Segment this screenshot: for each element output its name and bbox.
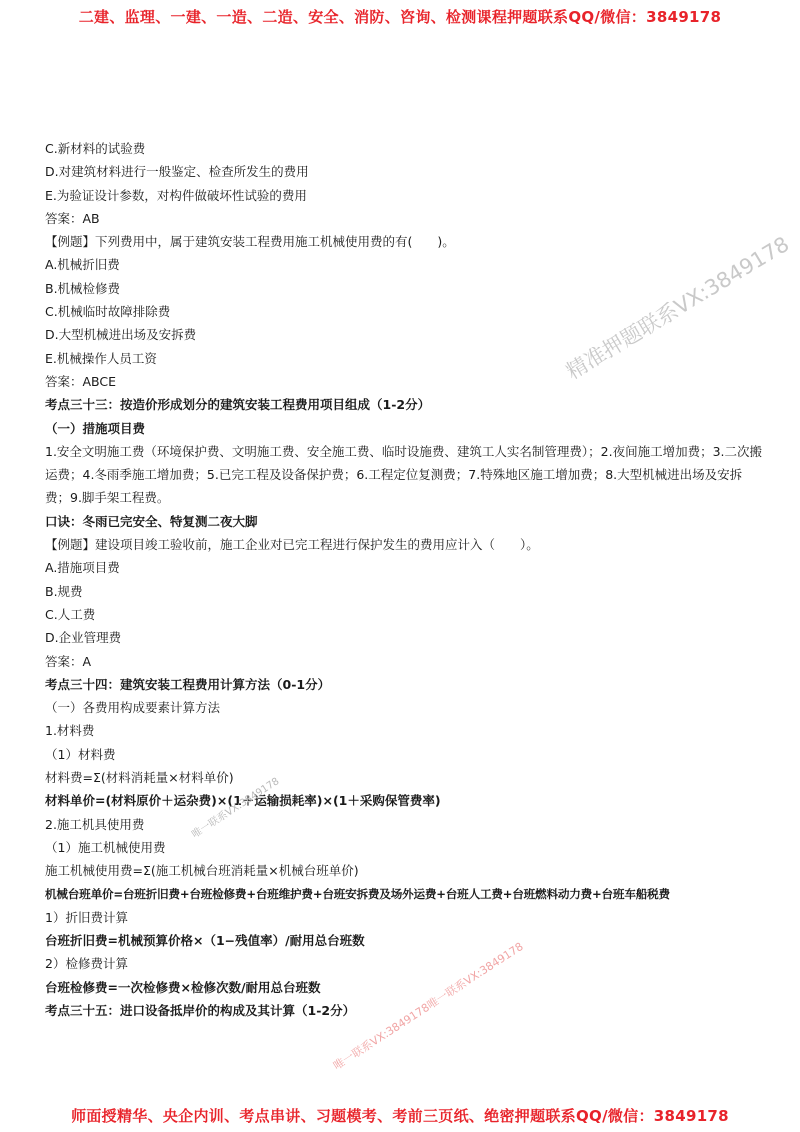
option-b-line: B.规费 xyxy=(45,583,83,599)
subsection-heading: （一）各费用构成要素计算方法 xyxy=(45,700,221,716)
option-a-line: A.措施项目费 xyxy=(45,560,120,576)
answer-line: 答案：A xyxy=(45,653,92,669)
option-d-line: D.企业管理费 xyxy=(45,630,122,646)
answer-line: 答案：ABCE xyxy=(45,373,117,389)
formula-line: 材料费=Σ(材料消耗量×材料单价) xyxy=(45,770,234,786)
formula-line-bold: 机械台班单价=台班折旧费+台班检修费+台班维护费+台班安拆费及场外运费+台班人工费+台班燃料动力费+台班车船税费 xyxy=(45,886,670,901)
subsection-heading: （一）措施项目费 xyxy=(45,420,146,436)
option-b-line: B.机械检修费 xyxy=(45,280,121,296)
list-heading: 1.材料费 xyxy=(45,723,95,739)
measures-paragraph: 1.安全文明施工费（环境保护费、文明施工费、安全施工费、临时设施费、建筑工人实名制管理费）；2.夜间施工增加费；3.二次搬运费；4.冬雨季施工增加费；5.已完工程及设备保护费；6.工程定位复测费；7.特殊地区施工增加费；8.大型机械进出场及安拆费；9.脚手架工程费。 xyxy=(45,443,763,506)
option-c-line: C.人工费 xyxy=(45,606,96,622)
option-a-line: A.机械折旧费 xyxy=(45,257,120,273)
document-body xyxy=(45,137,765,1022)
option-d-line: D.大型机械进出场及安拆费 xyxy=(45,327,197,343)
header-banner: 二建、监理、一建、一造、二造、安全、消防、咨询、检测课程押题联系QQ/微信：3849178 xyxy=(78,8,722,26)
formula-line-bold: 材料单价=(材料原价＋运杂费)×(1＋运输损耗率)×(1＋采购保管费率) xyxy=(45,793,441,809)
watermark-small: 唯一联系VX:3849178 xyxy=(190,776,282,841)
section-heading-35: 考点三十五：进口设备抵岸价的构成及其计算（1-2分） xyxy=(45,1002,356,1018)
formula-line-bold: 台班折旧费=机械预算价格×（1−残值率）/耐用总台班数 xyxy=(45,933,365,949)
option-d-line: D.对建筑材料进行一般鉴定、检查所发生的费用 xyxy=(45,164,309,180)
formula-line: 施工机械使用费=Σ(施工机械台班消耗量×机械台班单价) xyxy=(45,863,359,879)
section-heading-33: 考点三十三：按造价形成划分的建筑安装工程费用项目组成（1-2分） xyxy=(45,397,431,413)
mnemonic-line: 口诀：冬雨已完安全、特复测二夜大脚 xyxy=(45,513,258,529)
option-e-line: E.机械操作人员工资 xyxy=(45,350,157,366)
list-heading: 2.施工机具使用费 xyxy=(45,816,145,832)
answer-line: 答案：AB xyxy=(45,210,100,226)
example-question: 【例题】建设项目竣工验收前，施工企业对已完工程进行保护发生的费用应计入（ ）。 xyxy=(45,537,539,553)
list-subheading: 1）折旧费计算 xyxy=(45,909,128,925)
list-subheading: （1）材料费 xyxy=(45,746,116,762)
footer-banner: 师面授精华、央企内训、考点串讲、习题模考、考前三页纸、绝密押题联系QQ/微信：3849178 xyxy=(71,1107,729,1125)
watermark-pink: 唯一联系VX:3849178唯一联系VX:3849178 xyxy=(331,939,526,1073)
watermark-main: 精准押题联系VX:3849178 xyxy=(562,231,794,385)
list-subheading: 2）检修费计算 xyxy=(45,956,128,972)
option-c-line: C.新材料的试验费 xyxy=(45,141,146,156)
list-subheading: （1）施工机械使用费 xyxy=(45,839,166,855)
option-e-line: E.为验证设计参数，对构件做破坏性试验的费用 xyxy=(45,187,307,203)
section-heading-34: 考点三十四：建筑安装工程费用计算方法（0-1分） xyxy=(45,676,331,692)
option-c-line: C.机械临时故障排除费 xyxy=(45,304,171,320)
formula-line-bold: 台班检修费=一次检修费×检修次数/耐用总台班数 xyxy=(45,979,321,995)
example-question: 【例题】下列费用中，属于建筑安装工程费用施工机械使用费的有( )。 xyxy=(45,234,455,250)
